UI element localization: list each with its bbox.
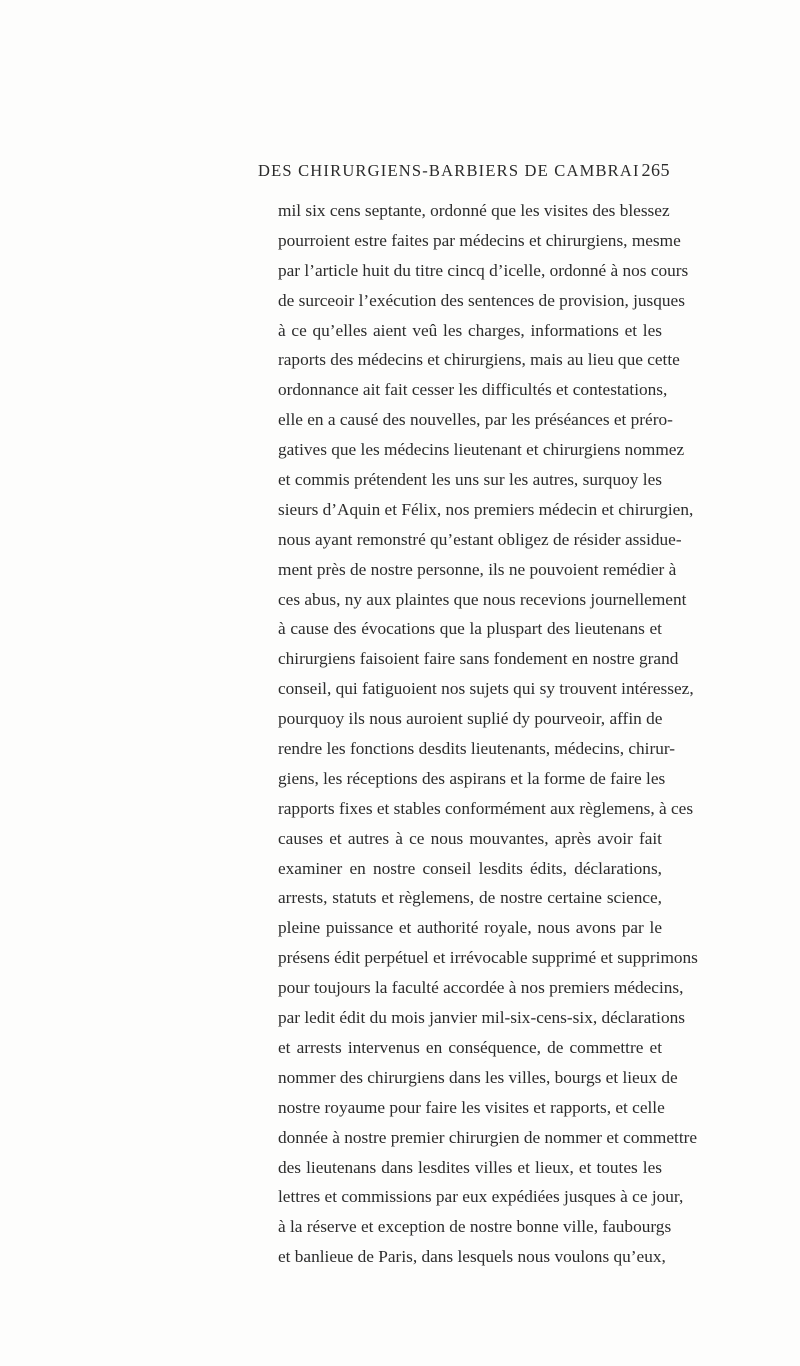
text-line: sieurs d’Aquin et Félix, nos premiers médecin et chirurgien, [278,499,694,519]
text-line: gatives que les médecins lieutenant et chirurgiens nommez [278,440,685,460]
running-head [258,160,670,190]
text-line: mil six cens septante, ordonné que les visites des blessez [278,201,670,220]
text-line: par l’article huit du titre cincq d’icelle, ordonné à nos cours [278,260,689,280]
text-line: à cause des évocations que la pluspart des lieutenans et [278,619,662,639]
text-line: pourroient estre faites par médecins et chirurgiens, mesme [278,230,681,250]
text-line: raports des médecins et chirurgiens, mais au lieu que cette [278,350,680,370]
text-line: rapports fixes et stables conformément aux règlemens, à ces [278,798,694,818]
text-line: nommer des chirurgiens dans les villes, bourgs et lieux de [278,1067,678,1087]
text-line: elle en a causé des nouvelles, par les préséances et préro- [278,410,673,430]
text-line: et banlieue de Paris, dans lesquels nous voulons qu’eux, [278,1247,666,1267]
text-line: par ledit édit du mois janvier mil-six-cens-six, déclarations [278,1008,685,1028]
page-number: 265 [641,160,670,180]
text-line: conseil, qui fatiguoient nos sujets qui sy trouvent intéressez, [278,679,694,699]
body-text [278,196,698,1272]
text-line: et commis prétendent les uns sur les autres, surquoy les [278,470,662,490]
text-line: causes et autres à ce nous mouvantes, après avoir fait [278,828,662,848]
text-line: ces abus, ny aux plaintes que nous recevions journellement [278,589,687,609]
running-title: DES CHIRURGIENS-BARBIERS DE CAMBRAI [258,161,640,180]
text-line: pour toujours la faculté accordée à nos premiers médecins, [278,978,684,998]
text-line: donnée à nostre premier chirurgien de nommer et commettre [278,1127,698,1147]
text-line: rendre les fonctions desdits lieutenants, médecins, chirur- [278,739,676,759]
text-line: pleine puissance et authorité royale, nous avons par le [278,918,662,938]
text-line: à ce qu’elles aient veû les charges, informations et les [278,320,662,340]
text-line: pourquoy ils nous auroient suplié dy pourveoir, affin de [278,709,663,729]
text-line: ment près de nostre personne, ils ne pouvoient remédier à [278,559,677,579]
text-line: examiner en nostre conseil lesdits édits, déclarations, [278,858,662,878]
text-line: lettres et commissions par eux expédiées jusques à ce jour, [278,1187,684,1207]
text-line: nostre royaume pour faire les visites et rapports, et celle [278,1097,665,1117]
text-line: présens édit perpétuel et irrévocable supprimé et supprimons [278,948,698,968]
text-line: arrests, statuts et règlemens, de nostre certaine science, [278,888,662,908]
text-line: des lieutenans dans lesdites villes et lieux, et toutes les [278,1157,662,1177]
text-line: à la réserve et exception de nostre bonne ville, faubourgs [278,1217,672,1237]
text-line: giens, les réceptions des aspirans et la forme de faire les [278,768,666,788]
text-line: et arrests intervenus en conséquence, de commettre et [278,1037,662,1057]
text-line: nous ayant remonstré qu’estant obligez de résider assidue- [278,529,682,549]
text-line: de surceoir l’exécution des sentences de provision, jusques [278,290,685,310]
text-line: chirurgiens faisoient faire sans fondement en nostre grand [278,649,679,669]
text-line: ordonnance ait fait cesser les difficultés et contestations, [278,380,668,400]
